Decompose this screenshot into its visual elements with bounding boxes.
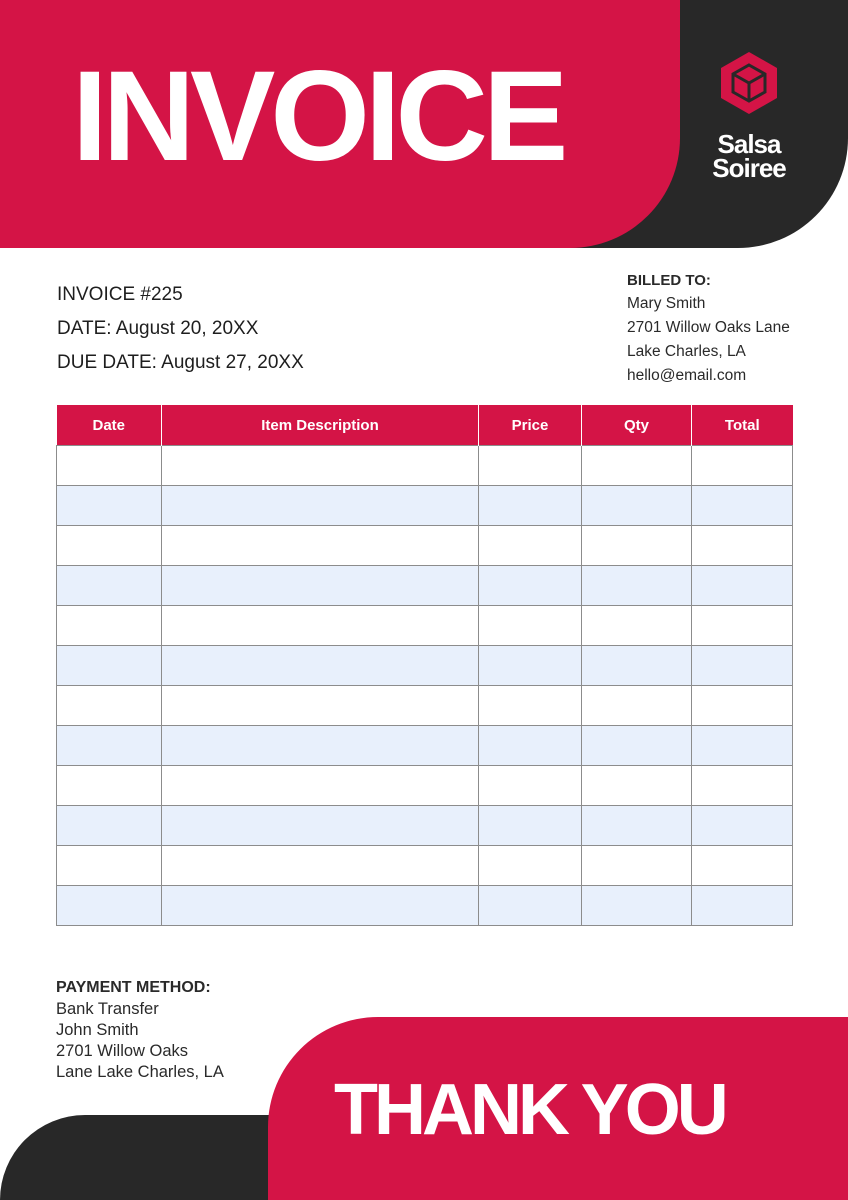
brand-logo	[706, 50, 792, 183]
billed-to-name: Mary Smith	[627, 295, 706, 312]
table-cell-price	[479, 486, 582, 526]
table-cell-item-description	[162, 446, 479, 486]
table-cell-price	[479, 846, 582, 886]
table-row	[57, 726, 793, 766]
table-cell-item-description	[162, 606, 479, 646]
table-cell-total	[692, 686, 793, 726]
table-cell-qty	[582, 646, 692, 686]
table-cell-date	[57, 566, 162, 606]
table-row	[57, 446, 793, 486]
table-row	[57, 606, 793, 646]
table-cell-qty	[582, 606, 692, 646]
column-header-total: Total	[692, 405, 793, 446]
table-cell-qty	[582, 446, 692, 486]
table-row	[57, 806, 793, 846]
table-cell-date	[57, 766, 162, 806]
table-cell-date	[57, 886, 162, 926]
table-cell-total	[692, 846, 793, 886]
table-cell-item-description	[162, 766, 479, 806]
column-header-qty: Qty	[582, 405, 692, 446]
column-header-item-description: Item Description	[162, 405, 479, 446]
table-cell-item-description	[162, 526, 479, 566]
table-cell-qty	[582, 686, 692, 726]
cube-hexagon-icon	[718, 50, 780, 116]
table-row	[57, 686, 793, 726]
logo-text-line1: Salsa	[717, 129, 781, 159]
table-cell-item-description	[162, 646, 479, 686]
logo-text-line2: Soiree	[712, 153, 786, 183]
table-cell-item-description	[162, 566, 479, 606]
table-cell-total	[692, 526, 793, 566]
table-row	[57, 486, 793, 526]
invoice-title: INVOICE	[72, 45, 564, 188]
billed-to-section	[627, 270, 790, 388]
table-cell-date	[57, 446, 162, 486]
payment-method-line: Bank Transfer	[56, 1000, 159, 1018]
table-row	[57, 526, 793, 566]
table-cell-item-description	[162, 886, 479, 926]
table-cell-date	[57, 726, 162, 766]
table-cell-qty	[582, 726, 692, 766]
table-cell-price	[479, 726, 582, 766]
payment-address-line1: 2701 Willow Oaks	[56, 1042, 189, 1060]
invoice-due-date: DUE DATE: August 27, 20XX	[57, 352, 304, 373]
table-cell-price	[479, 806, 582, 846]
table-cell-total	[692, 486, 793, 526]
column-header-date: Date	[57, 405, 162, 446]
table-cell-item-description	[162, 486, 479, 526]
table-cell-total	[692, 606, 793, 646]
table-cell-price	[479, 566, 582, 606]
table-cell-date	[57, 846, 162, 886]
table-row	[57, 766, 793, 806]
table-cell-item-description	[162, 726, 479, 766]
table-cell-total	[692, 566, 793, 606]
payment-method-heading: PAYMENT METHOD:	[56, 979, 211, 996]
table-row	[57, 566, 793, 606]
table-cell-date	[57, 806, 162, 846]
table-cell-price	[479, 646, 582, 686]
table-cell-price	[479, 886, 582, 926]
table-cell-price	[479, 766, 582, 806]
payment-account-name: John Smith	[56, 1021, 139, 1039]
table-cell-item-description	[162, 846, 479, 886]
billed-to-email: hello@email.com	[627, 367, 747, 384]
table-cell-item-description	[162, 806, 479, 846]
table-cell-qty	[582, 806, 692, 846]
table-row	[57, 846, 793, 886]
table-cell-date	[57, 486, 162, 526]
invoice-number: INVOICE #225	[57, 284, 183, 305]
table-cell-qty	[582, 766, 692, 806]
table-cell-price	[479, 526, 582, 566]
table-cell-date	[57, 646, 162, 686]
table-cell-total	[692, 886, 793, 926]
items-table	[56, 405, 793, 926]
table-cell-qty	[582, 526, 692, 566]
invoice-date: DATE: August 20, 20XX	[57, 318, 259, 339]
billed-to-heading: BILLED TO:	[627, 272, 711, 289]
table-cell-price	[479, 686, 582, 726]
table-cell-item-description	[162, 686, 479, 726]
table-cell-qty	[582, 486, 692, 526]
table-cell-qty	[582, 886, 692, 926]
table-cell-qty	[582, 846, 692, 886]
table-row	[57, 886, 793, 926]
payment-method-section	[56, 977, 224, 1083]
table-row	[57, 646, 793, 686]
payment-address-line2: Lane Lake Charles, LA	[56, 1063, 224, 1081]
table-cell-price	[479, 446, 582, 486]
table-cell-date	[57, 526, 162, 566]
thank-you-text: THANK YOU	[334, 1070, 725, 1150]
table-cell-total	[692, 766, 793, 806]
table-header-row	[57, 405, 793, 446]
table-cell-total	[692, 726, 793, 766]
table-cell-price	[479, 606, 582, 646]
billed-to-address-line1: 2701 Willow Oaks Lane	[627, 319, 790, 336]
billed-to-address-line2: Lake Charles, LA	[627, 343, 746, 360]
table-cell-total	[692, 646, 793, 686]
column-header-price: Price	[479, 405, 582, 446]
table-cell-total	[692, 446, 793, 486]
table-body	[57, 446, 793, 926]
table-cell-qty	[582, 566, 692, 606]
table-cell-date	[57, 606, 162, 646]
table-cell-date	[57, 686, 162, 726]
table-cell-total	[692, 806, 793, 846]
